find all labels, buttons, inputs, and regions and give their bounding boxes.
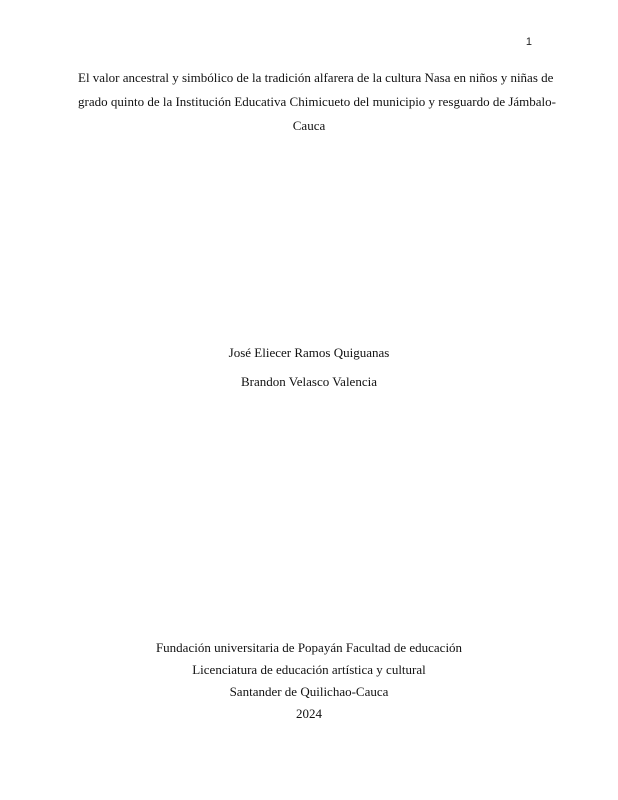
page-number: 1 <box>525 36 532 48</box>
institution-year: 2024 <box>296 706 322 721</box>
institution-block <box>0 637 618 725</box>
institution-program: Licenciatura de educación artística y cultural <box>192 662 426 677</box>
institution-location: Santander de Quilichao-Cauca <box>229 684 389 699</box>
document-title <box>78 66 556 138</box>
title-line: grado quinto de la Institución Educativa Chimicueto del municipio y resguardo de Jámbalo- <box>78 94 556 109</box>
author-name: Brandon Velasco Valencia <box>241 374 377 389</box>
author-name: José Eliecer Ramos Quiguanas <box>228 345 390 360</box>
title-line: El valor ancestral y simbólico de la tradición alfarera de la cultura Nasa en niños y niñas de <box>78 70 554 85</box>
title-line: Cauca <box>292 118 326 133</box>
institution-foundation: Fundación universitaria de Popayán Facultad de educación <box>155 640 463 655</box>
authors-block <box>0 345 618 403</box>
